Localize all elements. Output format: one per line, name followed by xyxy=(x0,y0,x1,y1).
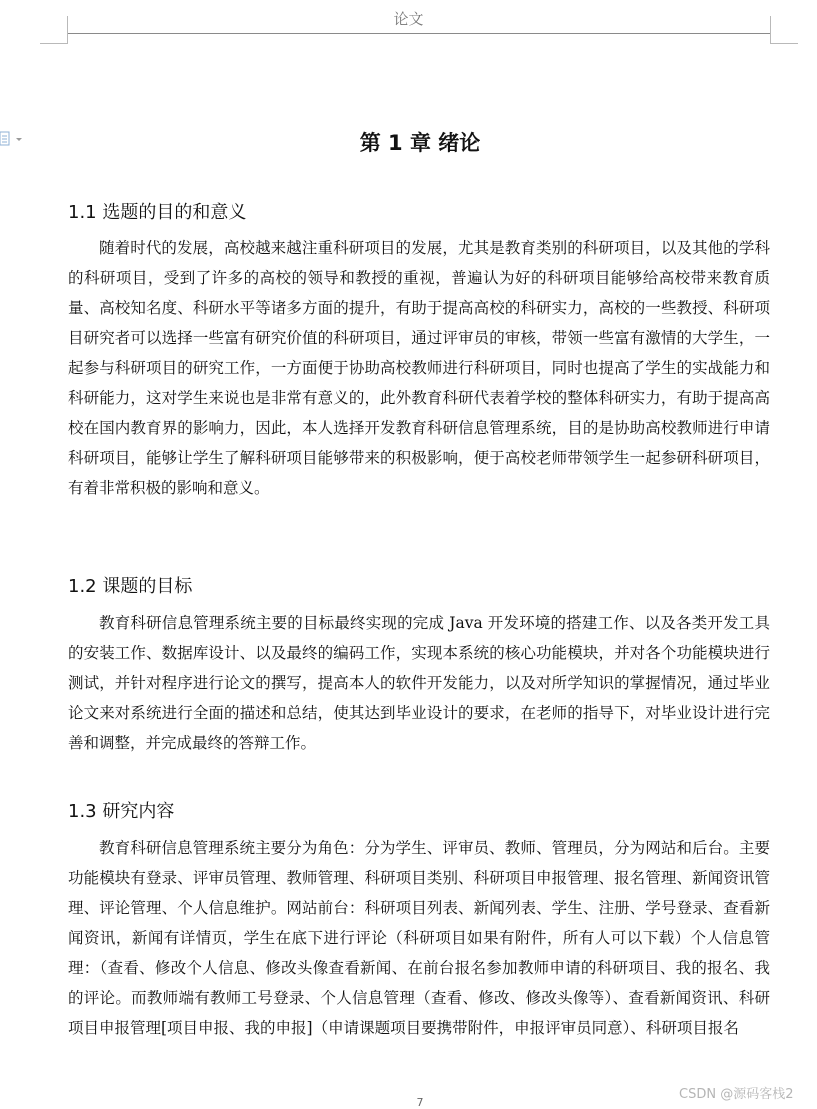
page-header-title: 论文 xyxy=(393,10,424,28)
section-paragraph: 教育科研信息管理系统主要的目标最终实现的完成 Java 开发环境的搭建工作、以及各类开发工具的安装工作、数据库设计、以及最终的编码工作，实现本系统的核心功能模块，并对各个功能模块进行测试，并针对程序进行论文的撰写，提高本人的软件开发能力，以及对所学知识的掌握情况，通过毕业论文来对系统进行全面的描述和总结，使其达到毕业设计的要求，在老师的指导下，对毕业设计进行完善和调整，并完成最终的答辩工作。 xyxy=(68,614,770,752)
csdn-watermark: CSDN @源码客栈2 xyxy=(679,1087,794,1102)
header-divider xyxy=(68,33,770,34)
section-paragraph: 随着时代的发展，高校越来越注重科研项目的发展，尤其是教育类别的科研项目，以及其他的学科的科研项目，受到了许多的高校的领导和教授的重视，普遍认为好的科研项目能够给高校带来教育质量、高校知名度、科研水平等诸多方面的提升，有助于提高高校的科研实力，高校的一些教授、科研项目研究者可以选择一些富有研究价值的科研项目，通过评审员的审核，带领一些富有激情的大学生，一起参与科研项目的研究工作，一方面便于协助高校教师进行科研项目，同时也提高了学生的实战能力和科研能力，这对学生来说也是非常有意义的，此外教育科研代表着学校的整体科研实力，有助于提高高校在国内教育界的影响力，因此，本人选择开发教育科研信息管理系统，目的是协助高校教师进行申请科研项目，能够让学生了解科研项目能够带来的积极影响，便于高校老师带领学生一起参研科研项目，有着非常积极的影响和意义。 xyxy=(68,239,770,497)
chapter-title: 第 1 章 绪论 xyxy=(359,131,481,155)
page-number: 7 xyxy=(416,1096,424,1109)
section-heading: 1.3 研究内容 xyxy=(68,801,175,822)
section-heading: 1.1 选题的目的和意义 xyxy=(68,202,247,223)
section-heading: 1.2 课题的目标 xyxy=(68,576,193,597)
section-paragraph: 教育科研信息管理系统主要分为角色：分为学生、评审员、教师、管理员，分为网站和后台。主要功能模块有登录、评审员管理、教师管理、科研项目类别、科研项目申报管理、报名管理、新闻资讯管理、评论管理、个人信息维护。网站前台：科研项目列表、新闻列表、学生、注册、学号登录、查看新闻资讯，新闻有详情页，学生在底下进行评论（科研项目如果有附件，所有人可以下载）个人信息管理：（查看、修改个人信息、修改头像查看新闻、在前台报名参加教师申请的科研项目、我的报名、我的评论。而教师端有教师工号登录、个人信息管理（查看、修改、修改头像等）、查看新闻资讯、科研项目申报管理[项目申报、我的申报]（申请课题项目要携带附件，申报评审员同意）、科研项目报名 xyxy=(68,839,770,1037)
